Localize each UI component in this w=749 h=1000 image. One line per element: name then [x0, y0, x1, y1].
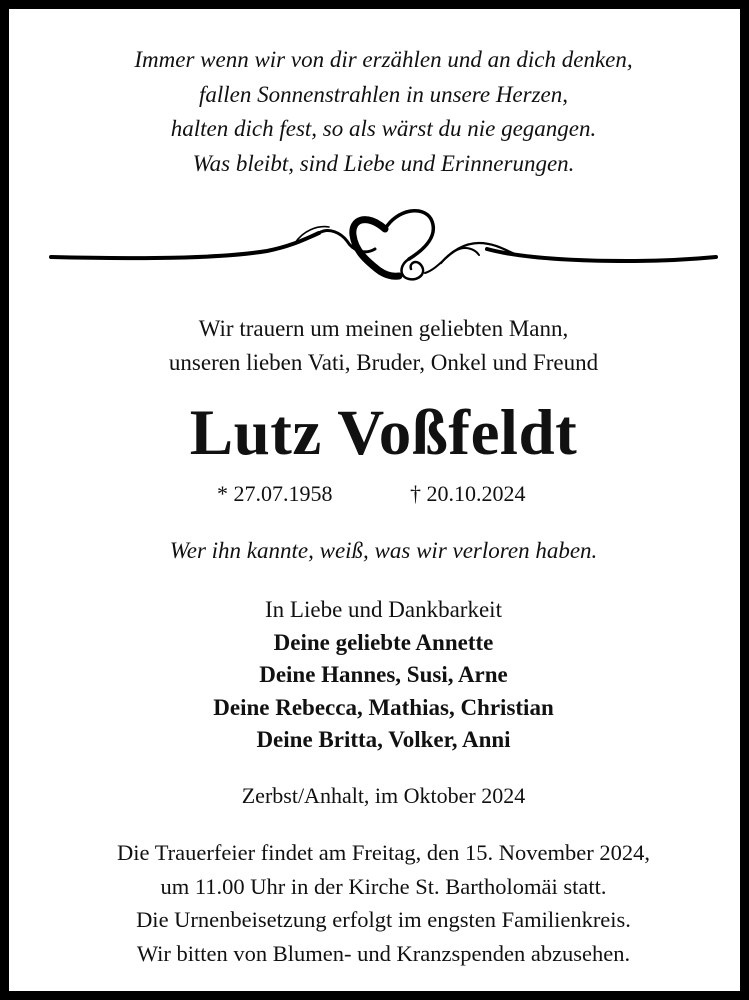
mourner-line: Deine Britta, Volker, Anni [256, 727, 511, 752]
mourner-line: Deine Hannes, Susi, Arne [259, 662, 508, 687]
funeral-service-info [9, 836, 749, 970]
poem-line: Immer wenn wir von dir erzählen und an dich denken, [134, 47, 633, 72]
service-line: Die Trauerfeier findet am Freitag, den 15. November 2024, [117, 840, 650, 865]
poem-line: fallen Sonnenstrahlen in unsere Herzen, [198, 81, 568, 107]
death-date: † 20.10.2024 [410, 481, 526, 506]
heart-flourish-divider-icon [47, 199, 720, 289]
intro-line: Wir trauern um meinen geliebten Mann, [198, 316, 569, 341]
service-line: Die Urnenbeisetzung erfolgt im engsten Familienkreis. [136, 907, 631, 932]
memorial-quote: Wer ihn kannte, weiß, was wir verloren haben. [169, 538, 598, 563]
intro-text [9, 312, 749, 380]
service-line: um 11.00 Uhr in der Kirche St. Bartholomäi statt. [160, 873, 607, 899]
birth-date: * 27.07.1958 [217, 481, 333, 506]
poem [9, 43, 749, 181]
family-intro: In Liebe und Dankbarkeit [265, 597, 502, 622]
intro-line: unseren lieben Vati, Bruder, Onkel und Freund [168, 350, 599, 375]
deceased-name: Lutz Voßfeldt [189, 397, 578, 469]
poem-line: Was bleibt, sind Liebe und Erinnerungen. [192, 150, 575, 176]
mourner-line: Deine geliebte Annette [273, 629, 494, 655]
place-and-date: Zerbst/Anhalt, im Oktober 2024 [241, 783, 526, 808]
service-line: Wir bitten von Blumen- und Kranzspenden abzusehen. [136, 940, 631, 966]
poem-line: halten dich fest, so als wärst du nie gegangen. [170, 116, 597, 141]
mourner-line: Deine Rebecca, Mathias, Christian [213, 694, 554, 720]
mourners-block [9, 594, 749, 757]
